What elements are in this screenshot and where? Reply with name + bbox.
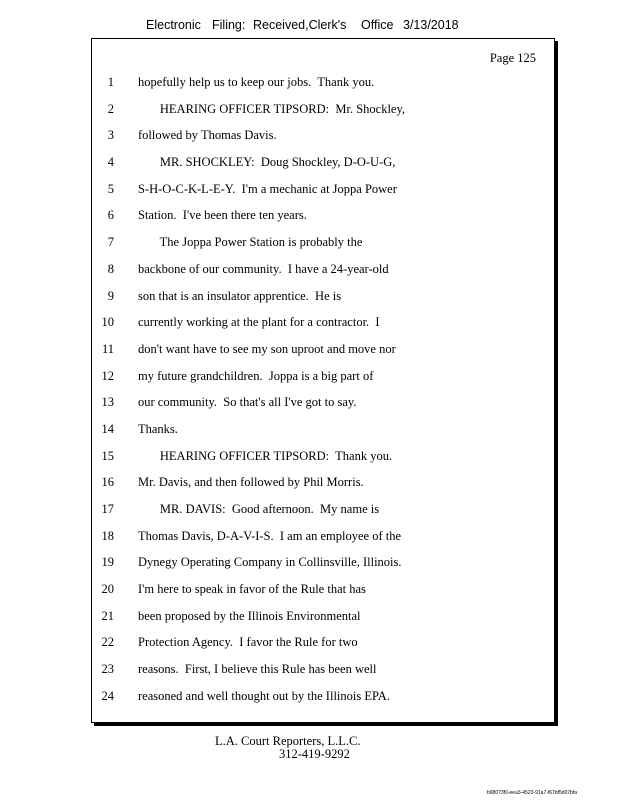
transcript-line bbox=[92, 656, 554, 683]
page-number: Page 125 bbox=[489, 51, 536, 65]
transcript-line bbox=[92, 149, 554, 176]
line-text: The Joppa Power Station is probably the bbox=[138, 235, 363, 250]
line-text: I'm here to speak in favor of the Rule that has bbox=[138, 582, 366, 597]
header-electronic: Electronic bbox=[146, 18, 201, 32]
header-received: Received,Clerk's bbox=[253, 18, 347, 32]
line-text: Dynegy Operating Company in Collinsville, Illinois. bbox=[138, 555, 402, 570]
line-text: don't want have to see my son uproot and move nor bbox=[138, 341, 396, 356]
line-number: 4 bbox=[107, 155, 114, 170]
line-text: Protection Agency. I favor the Rule for two bbox=[138, 635, 358, 650]
transcript-line bbox=[92, 96, 554, 123]
line-number: 18 bbox=[101, 528, 114, 543]
line-number: 9 bbox=[107, 288, 114, 303]
header-filing: Filing: bbox=[212, 18, 246, 32]
line-number: 6 bbox=[107, 208, 114, 223]
transcript-line bbox=[92, 336, 554, 363]
line-text: reasons. First, I believe this Rule has been well bbox=[138, 662, 377, 677]
transcript-lines bbox=[92, 69, 554, 710]
line-number: 2 bbox=[107, 101, 114, 116]
transcript-line bbox=[92, 389, 554, 416]
line-number: 3 bbox=[107, 128, 114, 143]
line-number: 21 bbox=[101, 608, 114, 623]
header-office: Office bbox=[361, 18, 394, 32]
line-number: 5 bbox=[107, 181, 114, 196]
transcript-line bbox=[92, 629, 554, 656]
filing-header bbox=[0, 18, 618, 38]
line-text: currently working at the plant for a contractor. I bbox=[138, 315, 380, 330]
transcript-line bbox=[92, 549, 554, 576]
transcript-line bbox=[92, 363, 554, 390]
line-text: reasoned and well thought out by the Illinois EPA. bbox=[138, 688, 390, 703]
transcript-line bbox=[92, 256, 554, 283]
line-text: MR. DAVIS: Good afternoon. My name is bbox=[138, 502, 380, 516]
line-text: S-H-O-C-K-L-E-Y. I'm a mechanic at Joppa Power bbox=[138, 181, 397, 196]
transcript-line bbox=[92, 416, 554, 443]
transcript-line bbox=[92, 283, 554, 310]
line-text: HEARING OFFICER TIPSORD: Thank you. bbox=[138, 448, 393, 463]
line-text: hopefully help us to keep our jobs. Thank you. bbox=[138, 75, 375, 89]
line-number: 16 bbox=[101, 475, 114, 490]
line-text: our community. So that's all I've got to say. bbox=[138, 395, 357, 410]
header-date: 3/13/2018 bbox=[403, 18, 459, 32]
line-number: 1 bbox=[107, 75, 114, 89]
line-number: 22 bbox=[101, 635, 114, 650]
line-text: MR. SHOCKLEY: Doug Shockley, D-O-U-G, bbox=[138, 155, 396, 170]
footer-phone: 312-419-9292 bbox=[279, 747, 350, 761]
line-text: HEARING OFFICER TIPSORD: Mr. Shockley, bbox=[138, 101, 406, 116]
transcript-line bbox=[92, 469, 554, 496]
document-id: b98073f0-eea3-4523-91a7-f67bf5d07bfa bbox=[487, 790, 578, 796]
transcript-line bbox=[92, 69, 554, 96]
transcript-line bbox=[92, 496, 554, 523]
line-text: my future grandchildren. Joppa is a big part of bbox=[138, 368, 374, 383]
line-number: 23 bbox=[101, 662, 114, 677]
transcript-line bbox=[92, 229, 554, 256]
line-text: Mr. Davis, and then followed by Phil Morris. bbox=[138, 475, 364, 490]
transcript-line bbox=[92, 523, 554, 550]
line-text: backbone of our community. I have a 24-year-old bbox=[138, 261, 389, 276]
line-number: 15 bbox=[101, 448, 114, 463]
transcript-line bbox=[92, 576, 554, 603]
line-text: Thanks. bbox=[138, 421, 178, 436]
transcript-line bbox=[92, 443, 554, 470]
line-number: 12 bbox=[101, 368, 114, 383]
transcript-line bbox=[92, 122, 554, 149]
transcript-line bbox=[92, 202, 554, 229]
line-number: 17 bbox=[101, 502, 114, 516]
line-number: 24 bbox=[101, 688, 114, 703]
line-number: 13 bbox=[101, 395, 114, 410]
line-text: Station. I've been there ten years. bbox=[138, 208, 307, 223]
line-number: 20 bbox=[101, 582, 114, 597]
line-text: followed by Thomas Davis. bbox=[138, 128, 277, 143]
line-text: Thomas Davis, D-A-V-I-S. I am an employee of the bbox=[138, 528, 402, 543]
line-number: 8 bbox=[107, 261, 114, 276]
transcript-line bbox=[92, 176, 554, 203]
line-text: been proposed by the Illinois Environmental bbox=[138, 608, 361, 623]
line-number: 7 bbox=[107, 235, 114, 250]
transcript-line bbox=[92, 683, 554, 710]
line-number: 14 bbox=[101, 421, 114, 436]
transcript-line bbox=[92, 603, 554, 630]
transcript-page bbox=[91, 38, 555, 723]
transcript-line bbox=[92, 309, 554, 336]
line-text: son that is an insulator apprentice. He is bbox=[138, 288, 342, 303]
line-number: 19 bbox=[101, 555, 114, 570]
footer-company: L.A. Court Reporters, L.L.C. bbox=[215, 734, 361, 748]
line-number: 10 bbox=[101, 315, 114, 330]
line-number: 11 bbox=[101, 341, 114, 356]
